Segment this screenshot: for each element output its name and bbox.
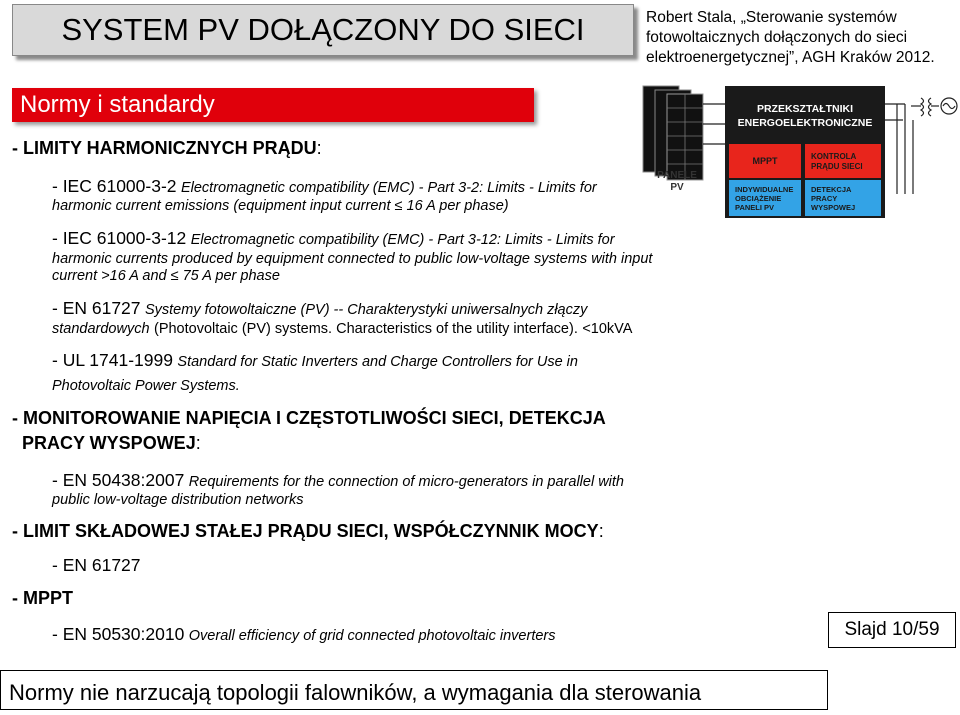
heading-mppt: - MPPT	[12, 588, 73, 608]
diagram-ctrl-2: PRĄDU SIECI	[811, 162, 863, 171]
section-header	[12, 88, 534, 122]
diagram-panels-label-2: PV	[670, 182, 684, 193]
footer-note-box	[0, 670, 828, 710]
standard-iec-61000-3-12-desc-2: harmonic currents produced by equipment connected to public low-voltage systems with input	[52, 251, 653, 267]
section-header-text: Normy i standardy	[20, 91, 215, 118]
standard-en-50438: - EN 50438:2007 Requirements for the connection of micro-generators in parallel with	[52, 470, 624, 490]
diagram-ctrl-1: KONTROLA	[811, 152, 857, 161]
standard-en-61727: - EN 61727 Systemy fotowoltaiczne (PV) -- Charakterystyki uniwersalnych złączy	[52, 298, 588, 318]
heading-voltage-monitoring-line-2: PRACY WYSPOWEJ:	[22, 433, 201, 453]
grid-current-block	[805, 144, 881, 178]
title-box	[12, 4, 634, 56]
heading-voltage-monitoring: - MONITOROWANIE NAPIĘCIA I CZĘSTOTLIWOŚCI SIECI, DETEKCJA	[12, 408, 606, 428]
standard-ul-1741: - UL 1741-1999 Standard for Static Inverters and Charge Controllers for Use in	[52, 350, 578, 370]
standard-iec-61000-3-12: - IEC 61000-3-12 Electromagnetic compatibility (EMC) - Part 3-12: Limits - Limits for	[52, 228, 615, 248]
diagram-isl-2: PRACY	[811, 194, 838, 203]
standard-en-61727-desc: standardowych (Photovoltaic (PV) systems. Characteristics of the utility interface). <10kVA	[52, 321, 633, 337]
diagram-ind-1: INDYWIDUALNE	[735, 185, 794, 194]
standard-en-61727-dc: - EN 61727	[52, 555, 141, 575]
standard-en-50530: - EN 50530:2010 Overall efficiency of grid connected photovoltaic inverters	[52, 624, 556, 644]
heading-harmonic-limits: - LIMITY HARMONICZNYCH PRĄDU:	[12, 138, 322, 158]
slide-number: Slajd 10/59	[844, 619, 940, 640]
slide-title: SYSTEM PV DOŁĄCZONY DO SIECI	[61, 12, 585, 47]
standard-iec-61000-3-12-desc-3: current >16 A and ≤ 75 A per phase	[52, 268, 280, 284]
diagram-panels-label-1: PANELE	[657, 170, 697, 181]
diagram-mppt: MPPT	[752, 156, 778, 166]
footer-note: Normy nie narzucają topologii falowników, a wymagania dla sterowania	[9, 680, 702, 705]
author-line-1: Robert Stala, „Sterowanie systemów	[646, 9, 897, 26]
standard-iec-61000-3-2-desc: harmonic current emissions (equipment input current ≤ 16 A per phase)	[52, 198, 509, 214]
diagram-ind-3: PANELI PV	[735, 203, 775, 212]
author-line-3: elektroenergetycznej”, AGH Kraków 2012.	[646, 49, 935, 66]
diagram-isl-1: DETEKCJA	[811, 185, 852, 194]
heading-dc-component: - LIMIT SKŁADOWEJ STAŁEJ PRĄDU SIECI, WSPÓŁCZYNNIK MOCY:	[12, 521, 604, 541]
standard-en-50438-desc: public low-voltage distribution networks	[52, 492, 304, 508]
author-line-2: fotowoltaicznych dołączonych do sieci	[646, 29, 908, 46]
diagram-converter-2: ENERGOELEKTRONICZNE	[737, 117, 873, 129]
standard-iec-61000-3-2: - IEC 61000-3-2 Electromagnetic compatibility (EMC) - Part 3-2: Limits - Limits for	[52, 176, 597, 196]
standard-ul-1741-desc: Photovoltaic Power Systems.	[52, 378, 240, 394]
author-citation	[646, 8, 956, 68]
diagram-ind-2: OBCIĄŻENIE	[735, 194, 782, 203]
pv-system-diagram	[641, 84, 959, 222]
pv-panels-icon	[643, 86, 703, 180]
diagram-converter-1: PRZEKSZTAŁTNIKI	[756, 103, 854, 115]
diagram-isl-3: WYSPOWEJ	[811, 203, 856, 212]
slide-number-box	[828, 612, 956, 648]
